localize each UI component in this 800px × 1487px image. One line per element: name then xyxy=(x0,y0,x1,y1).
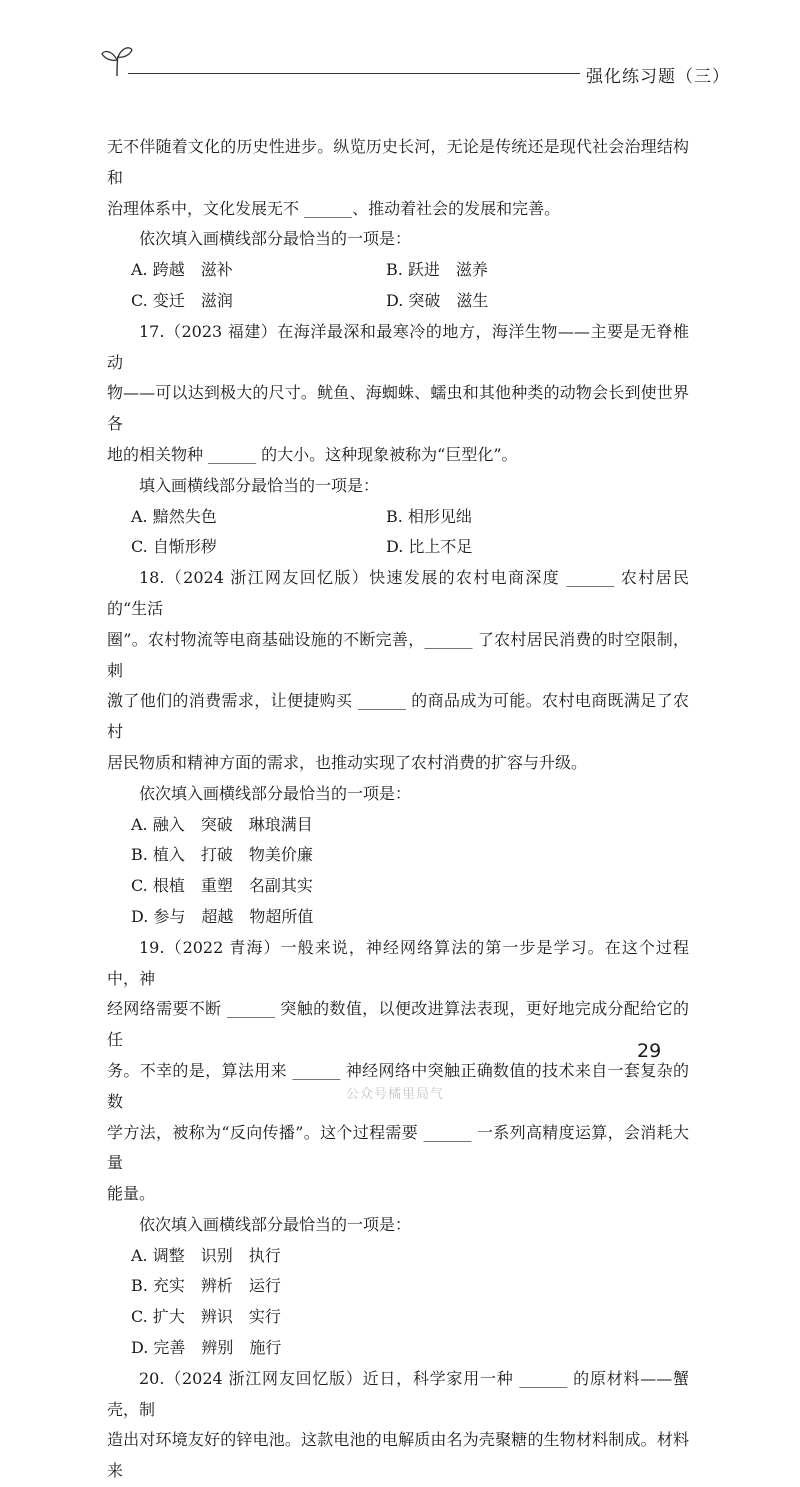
intro-option-d: D. 突破 滋生 xyxy=(386,290,489,310)
watermark: 公众号橘里局气 xyxy=(346,1087,445,1102)
q19-line-3: 务。不幸的是，算法用来 ______ 神经网络中突触正确数值的技术来自一套复杂的数 xyxy=(107,1060,689,1111)
q17-option-a: A. 黯然失色 xyxy=(131,506,217,526)
q19-line-4: 学方法，被称为“反向传播”。这个过程需要 ______ 一系列高精度运算，会消耗大量 xyxy=(107,1122,689,1173)
q17-option-b: B. 相形见绌 xyxy=(386,506,472,526)
q20-line-1: 20.（2024 浙江网友回忆版）近日，科学家用一种 ______ 的原材料——蟹壳，制 xyxy=(107,1368,689,1419)
q19-line-5: 能量。 xyxy=(107,1184,156,1204)
page-number: 29 xyxy=(637,1040,662,1062)
intro-option-a: A. 跨越 滋补 xyxy=(131,260,233,280)
q19-option-b: B. 充实 辨析 运行 xyxy=(131,1276,281,1296)
intro-option-c: C. 变迁 滋润 xyxy=(131,290,233,310)
page-content xyxy=(107,132,689,1487)
q17-option-c: C. 自惭形秽 xyxy=(131,537,217,557)
q19-prompt: 依次填入画横线部分最恰当的一项是： xyxy=(139,1214,412,1234)
q17-line-1: 17.（2023 福建）在海洋最深和最寒冷的地方，海洋生物——主要是无脊椎动 xyxy=(107,321,689,372)
q18-prompt: 依次填入画横线部分最恰当的一项是： xyxy=(139,783,412,803)
q18-option-c: C. 根植 重塑 名副其实 xyxy=(131,876,313,896)
q19-option-c: C. 扩大 辨识 实行 xyxy=(131,1307,281,1327)
intro-line-1: 无不伴随着文化的历史性进步。纵览历史长河，无论是传统还是现代社会治理结构和 xyxy=(107,137,689,187)
q19-line-2: 经网络需要不断 ______ 突触的数值，以便改进算法表现，更好地完成分配给它的任 xyxy=(107,999,689,1050)
q17-line-2: 物——可以达到极大的尺寸。鱿鱼、海蜘蛛、蠕虫和其他种类的动物会长到使世界各 xyxy=(107,383,689,434)
q18-option-b: B. 植入 打破 物美价廉 xyxy=(131,845,313,865)
q17-prompt: 填入画横线部分最恰当的一项是： xyxy=(139,475,380,495)
page-header xyxy=(0,0,800,100)
q17-line-3: 地的相关物种 ______ 的大小。这种现象被称为“巨型化”。 xyxy=(107,444,518,464)
header-title: 强化练习题（三） xyxy=(580,62,730,87)
intro-options-row-1 xyxy=(107,255,689,286)
intro-prompt: 依次填入画横线部分最恰当的一项是： xyxy=(139,229,412,249)
q17-options-row-1 xyxy=(107,502,689,533)
q18-line-2: 圈”。农村物流等电商基础设施的不断完善，______ 了农村居民消费的时空限制，刺 xyxy=(107,629,689,680)
q18-line-4: 居民物质和精神方面的需求，也推动实现了农村消费的扩容与升级。 xyxy=(107,752,588,772)
q19-line-1: 19.（2022 青海）一般来说，神经网络算法的第一步是学习。在这个过程中，神 xyxy=(107,937,689,988)
q17-option-d: D. 比上不足 xyxy=(386,537,473,557)
q18-line-3: 激了他们的消费需求，让便捷购买 ______ 的商品成为可能。农村电商既满足了农村 xyxy=(107,691,689,742)
q18-line-1: 18.（2024 浙江网友回忆版）快速发展的农村电商深度 ______ 农村居民的“生活 xyxy=(107,568,689,618)
q17-options-row-2 xyxy=(107,532,689,563)
q20-line-2: 造出对环境友好的锌电池。这款电池的电解质由名为壳聚糖的生物材料制成。材料来 xyxy=(107,1430,689,1481)
intro-option-b: B. 跃进 滋养 xyxy=(386,260,488,280)
intro-line-2: 治理体系中，文化发展无不 ______、推动着社会的发展和完善。 xyxy=(107,198,561,218)
intro-options-row-2 xyxy=(107,286,689,317)
q19-option-a: A. 调整 识别 执行 xyxy=(131,1245,281,1265)
q18-option-d: D. 参与 超越 物超所值 xyxy=(131,906,314,926)
q18-option-a: A. 融入 突破 琳琅满目 xyxy=(131,814,313,834)
q19-option-d: D. 完善 辨别 施行 xyxy=(131,1338,282,1358)
